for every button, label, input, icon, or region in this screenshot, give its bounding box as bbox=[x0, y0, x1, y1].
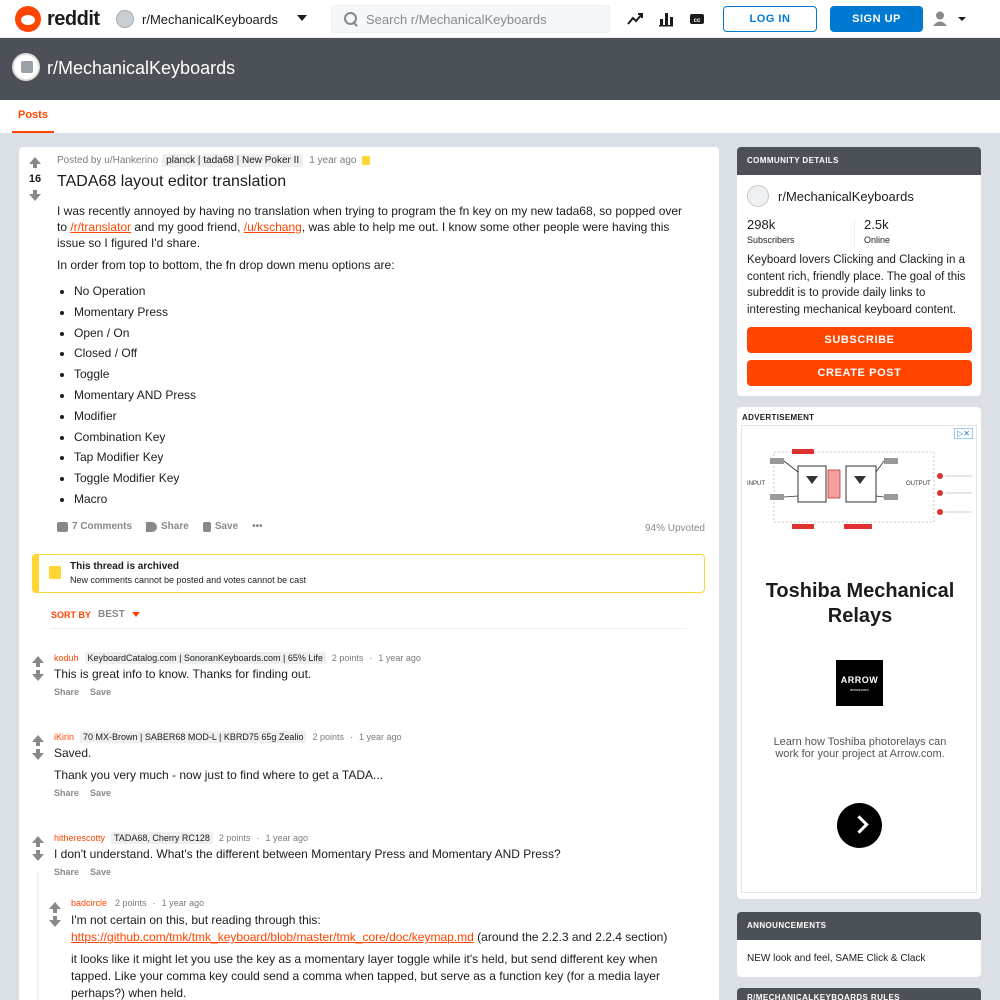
community-description: Keyboard lovers Clicking and Clacking in a content rich, friendly place. The goal of this subreddit is to provide daily links to interesting mechanical keyboard content. bbox=[747, 254, 966, 316]
subscribe-button[interactable]: SUBSCRIBE bbox=[747, 327, 972, 353]
downvote-arrow-icon[interactable] bbox=[32, 674, 44, 681]
upvote-ratio: 94% Upvoted bbox=[644, 523, 705, 534]
advertisement-label: ADVERTISEMENT bbox=[742, 413, 815, 422]
sort-label: SORT BY bbox=[51, 609, 92, 620]
sort-value: BEST bbox=[98, 609, 125, 620]
online-stat bbox=[864, 217, 890, 245]
user-flair: TADA68, Cherry RC128 bbox=[111, 832, 213, 844]
share-button[interactable]: Share bbox=[54, 867, 80, 877]
comment-points: 2 points bbox=[218, 833, 251, 843]
comment-text: I don't understand. What's the different between Momentary Press and Momentary AND Press? bbox=[54, 847, 561, 861]
comment-author[interactable]: badcircle bbox=[71, 898, 108, 908]
subscribers-count: 298k bbox=[747, 217, 776, 232]
user-flair: 70 MX-Brown | SABER68 MOD-L | KBRD75 65g Zealio bbox=[80, 731, 306, 743]
post-paragraph: I was recently annoyed by having no translation when trying to program the fn key on my new tada68, so popped over to /r/translator and my good friend, /u/kschang, was able to help me out. I know some other people were having this issue so I figured I'd share. bbox=[57, 204, 683, 250]
comment-icon bbox=[57, 522, 68, 532]
save-button[interactable]: Save bbox=[90, 788, 112, 798]
comment-text: it looks like it might let you use the key as a momentary layer toggle while it's held, but send different key when tapped. Like your comma key could send a comma when tapped, but serve as a function key (for a media layer perhaps?) when held. bbox=[71, 952, 660, 1000]
subreddit-avatar bbox=[12, 53, 40, 81]
reddit-logo[interactable] bbox=[15, 6, 100, 32]
post-vote-column bbox=[19, 147, 51, 207]
post-card bbox=[19, 147, 719, 1000]
share-button[interactable]: Share bbox=[54, 788, 80, 798]
post-vote-count: 16 bbox=[28, 173, 42, 185]
archive-icon bbox=[49, 566, 61, 579]
comment bbox=[19, 731, 709, 811]
comment-text: https://github.com/tmk/tmk_keyboard/blob/master/tmk_core/doc/keymap.md (around the 2.2.3 and 2.2.4 section) bbox=[71, 930, 668, 944]
comment-actions bbox=[54, 867, 122, 877]
user-menu-dropdown[interactable] bbox=[931, 10, 967, 28]
reddit-snoo-icon bbox=[15, 6, 41, 32]
svg-text:INPUT: INPUT bbox=[747, 481, 765, 487]
rules-header: R/MECHANICALKEYBOARDS RULES bbox=[747, 993, 901, 1000]
svg-text:OUTPUT: OUTPUT bbox=[906, 481, 931, 487]
upvote-arrow-icon[interactable] bbox=[49, 902, 61, 909]
comment-meta: iKirin 70 MX-Brown | SABER68 MOD-L | KBRD75 65g Zealio 2 points · 1 year ago bbox=[54, 732, 402, 742]
community-row[interactable] bbox=[747, 185, 914, 207]
sort-dropdown[interactable] bbox=[51, 609, 140, 620]
comment-meta: badcircle 2 points · 1 year ago bbox=[71, 898, 205, 908]
list-item: • Open / On bbox=[74, 323, 687, 344]
upvote-arrow-icon[interactable] bbox=[32, 735, 44, 742]
comment bbox=[19, 652, 709, 712]
user-icon bbox=[936, 12, 944, 20]
comment-time[interactable]: 1 year ago bbox=[358, 732, 402, 742]
subreddit-icon bbox=[747, 185, 769, 207]
posted-by[interactable]: Posted by u/Hankerino bbox=[57, 155, 159, 166]
arrow-logo: ARROW arrow.com bbox=[836, 660, 883, 706]
subreddit-dropdown[interactable] bbox=[113, 6, 313, 32]
tab-posts[interactable]: Posts bbox=[12, 100, 54, 133]
comment-text: I'm not certain on this, but reading through this: bbox=[71, 913, 321, 927]
option-list bbox=[74, 281, 687, 510]
archived-stripe bbox=[33, 555, 39, 592]
svg-text:cc: cc bbox=[693, 18, 701, 24]
chevron-down-icon bbox=[958, 17, 966, 21]
chevron-down-icon bbox=[132, 612, 140, 617]
search-input[interactable] bbox=[366, 12, 596, 27]
ad-choices-icon[interactable]: ▷✕ bbox=[954, 428, 973, 439]
downvote-arrow-icon[interactable] bbox=[49, 920, 61, 927]
comment-text: This is great info to know. Thanks for finding out. bbox=[54, 667, 312, 681]
user-flair: KeyboardCatalog.com | SonoranKeyboards.com | 65% Life bbox=[85, 652, 326, 664]
divider bbox=[51, 628, 687, 629]
downvote-arrow-icon[interactable] bbox=[32, 753, 44, 760]
stats-icon[interactable] bbox=[657, 10, 675, 28]
comment-time[interactable]: 1 year ago bbox=[378, 653, 421, 663]
list-item: • Toggle bbox=[74, 364, 687, 385]
chevron-down-icon bbox=[297, 15, 307, 21]
comments-button[interactable]: 7 Comments bbox=[57, 521, 132, 532]
comment-author[interactable]: hitherescotty bbox=[54, 833, 106, 843]
rules-card bbox=[737, 988, 981, 1000]
subreddit-tabs bbox=[0, 100, 1000, 133]
subreddit-icon bbox=[116, 10, 134, 28]
comment-text: Saved. bbox=[54, 746, 92, 760]
comment-author[interactable]: iKirin bbox=[54, 732, 75, 742]
search-bar[interactable] bbox=[331, 5, 610, 33]
community-name: r/MechanicalKeyboards bbox=[778, 188, 914, 204]
user-link[interactable]: /u/kschang bbox=[243, 220, 302, 234]
list-item: • Toggle Modifier Key bbox=[74, 468, 687, 489]
subreddit-title: r/MechanicalKeyboards bbox=[47, 58, 236, 78]
upvote-arrow-icon[interactable] bbox=[32, 656, 44, 663]
share-icon bbox=[146, 522, 157, 532]
announcements-header: ANNOUNCEMENTS bbox=[737, 912, 981, 940]
subreddit-dropdown-label: r/MechanicalKeyboards bbox=[142, 11, 278, 27]
signup-button[interactable]: SIGN UP bbox=[830, 6, 923, 32]
list-item: • Modifier bbox=[74, 406, 687, 427]
closed-caption-icon[interactable] bbox=[688, 10, 706, 28]
downvote-arrow-icon[interactable] bbox=[29, 194, 41, 201]
user-flair: planck | tada68 | New Poker II bbox=[162, 154, 303, 167]
community-details-header: COMMUNITY DETAILS bbox=[737, 147, 981, 175]
ad-copy: Learn how Toshiba photorelays can work for your project at Arrow.com. bbox=[773, 736, 947, 760]
relay-diagram-image bbox=[744, 438, 976, 538]
comment bbox=[19, 832, 709, 1000]
archived-notice bbox=[32, 554, 705, 593]
search-icon bbox=[344, 12, 358, 26]
comment-reply bbox=[36, 898, 709, 1000]
downvote-arrow-icon[interactable] bbox=[32, 854, 44, 861]
more-options-button[interactable]: ••• bbox=[252, 521, 263, 532]
comment-time[interactable]: 1 year ago bbox=[265, 833, 308, 843]
post-body bbox=[57, 203, 687, 510]
save-button[interactable]: Save bbox=[90, 867, 112, 877]
list-item: • Combination Key bbox=[74, 427, 687, 448]
subreddit-banner bbox=[0, 38, 1000, 100]
bookmark-icon bbox=[203, 522, 211, 532]
list-item: • Closed / Off bbox=[74, 343, 687, 364]
ad-arrow-button[interactable] bbox=[837, 803, 882, 848]
upvote-arrow-icon[interactable] bbox=[32, 836, 44, 843]
archived-title: This thread is archived bbox=[70, 561, 179, 572]
post-time[interactable]: 1 year ago bbox=[309, 155, 357, 166]
post-meta bbox=[57, 154, 370, 167]
comment-points: 2 points bbox=[331, 653, 364, 663]
create-post-button[interactable]: CREATE POST bbox=[747, 360, 972, 386]
announcements-card bbox=[737, 912, 981, 977]
trending-icon[interactable] bbox=[626, 10, 644, 28]
comment-text: Thank you very much - now just to find where to get a TADA... bbox=[54, 768, 384, 782]
archive-icon bbox=[362, 156, 370, 165]
comment-actions bbox=[54, 788, 122, 798]
subscribers-stat bbox=[747, 217, 795, 245]
subscribers-label: Subscribers bbox=[747, 235, 795, 245]
share-button[interactable]: Share bbox=[54, 687, 80, 697]
divider bbox=[854, 219, 855, 247]
login-button[interactable]: LOG IN bbox=[723, 6, 817, 32]
list-item: • Momentary Press bbox=[74, 302, 687, 323]
ad-headline: Toshiba Mechanical Relays bbox=[765, 580, 955, 627]
upvote-arrow-icon[interactable] bbox=[29, 157, 41, 164]
github-link[interactable]: https://github.com/tmk/tmk_keyboard/blob/master/tmk_core/doc/keymap.md bbox=[71, 930, 474, 944]
translator-link[interactable]: /r/translator bbox=[70, 220, 132, 234]
advertisement-card bbox=[737, 407, 981, 899]
comment-points: 2 points bbox=[115, 898, 147, 908]
archived-text: New comments cannot be posted and votes cannot be cast bbox=[70, 575, 307, 585]
comment-time[interactable]: 1 year ago bbox=[161, 898, 205, 908]
comment-meta: hitherescotty TADA68, Cherry RC128 2 points · 1 year ago bbox=[54, 833, 308, 843]
community-details-card bbox=[737, 147, 981, 396]
share-button[interactable]: Share bbox=[146, 521, 189, 532]
comment-meta: koduh KeyboardCatalog.com | SonoranKeyboards.com | 65% Life 2 points · 1 year ago bbox=[54, 653, 421, 663]
post-title[interactable]: TADA68 layout editor translation bbox=[57, 173, 287, 190]
save-button[interactable]: Save bbox=[203, 521, 238, 532]
save-button[interactable]: Save bbox=[90, 687, 112, 697]
post-actions bbox=[57, 521, 277, 532]
post-paragraph: In order from top to bottom, the fn drop down menu options are: bbox=[57, 258, 395, 272]
online-count: 2.5k bbox=[864, 217, 889, 232]
logo-text: reddit bbox=[47, 7, 100, 30]
announcement-link[interactable]: NEW look and feel, SAME Click & Clack bbox=[747, 953, 926, 964]
list-item: • No Operation bbox=[74, 281, 687, 302]
comment-actions bbox=[54, 687, 122, 697]
top-header bbox=[0, 0, 1000, 38]
list-item: • Momentary AND Press bbox=[74, 385, 687, 406]
list-item: • Tap Modifier Key bbox=[74, 447, 687, 468]
comment-points: 2 points bbox=[312, 732, 344, 742]
comment-author[interactable]: koduh bbox=[54, 653, 79, 663]
list-item: • Macro bbox=[74, 489, 687, 510]
online-label: Online bbox=[864, 235, 891, 245]
ad-creative[interactable] bbox=[741, 425, 977, 893]
